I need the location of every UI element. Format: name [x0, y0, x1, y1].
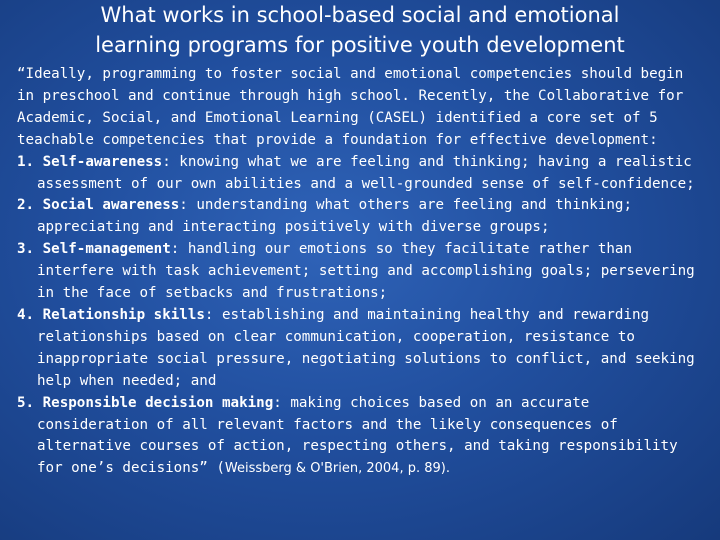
- item-description: : handling our emotions so they facilitate rather than interfere with task achievement; setting and accomplishing goals; persevering in the face of setbacks and frustrations;: [37, 241, 695, 302]
- competency-relationship-skills: [17, 305, 707, 393]
- item-term: Social awareness: [42, 197, 180, 214]
- item-description: : making choices based on an accurate consideration of all relevant factors and the likely consequences of alternative courses of action, respecting others, and taking responsibility for one’s decisions” (: [37, 394, 678, 477]
- citation: Weissberg & O'Brien, 2004, p. 89).: [224, 461, 450, 477]
- item-number: 3.: [17, 241, 43, 258]
- competency-self-awareness: [17, 152, 707, 196]
- intro-paragraph: “Ideally, programming to foster social and emotional competencies should begin in preschool and continue through high school. Recently, the Collaborative for Academic, Social, and Emotional Learning (CASEL) identified a core set of 5 teachable competencies that provide a foundation for effective development:: [17, 66, 684, 148]
- competency-social-awareness: [17, 195, 707, 239]
- item-term: Relationship skills: [42, 306, 205, 323]
- item-term: Responsible decision making: [42, 394, 274, 411]
- item-number: 1.: [17, 153, 43, 170]
- item-description: : knowing what we are feeling and thinking; having a realistic assessment of our own abilities and a well-grounded sense of self-confidence;: [37, 153, 695, 192]
- competency-responsible-decision-making: [17, 393, 707, 481]
- item-description: : understanding what others are feeling and thinking; appreciating and interacting positively with diverse groups;: [37, 197, 633, 236]
- title-line-1: What works in school-based social and emotional: [100, 3, 620, 27]
- item-term: Self-awareness: [42, 153, 163, 170]
- item-term: Self-management: [42, 241, 171, 258]
- item-number: 4.: [17, 306, 43, 323]
- title-line-2: learning programs for positive youth development: [95, 33, 625, 57]
- slide-title: [20, 0, 700, 60]
- item-number: 5.: [17, 394, 43, 411]
- slide-body: [17, 64, 707, 480]
- item-number: 2.: [17, 197, 43, 214]
- item-description: : establishing and maintaining healthy and rewarding relationships based on clear communication, cooperation, resistance to inappropriate social pressure, negotiating solutions to conflict, and seeking help when needed; and: [37, 306, 695, 389]
- competency-self-management: [17, 239, 707, 305]
